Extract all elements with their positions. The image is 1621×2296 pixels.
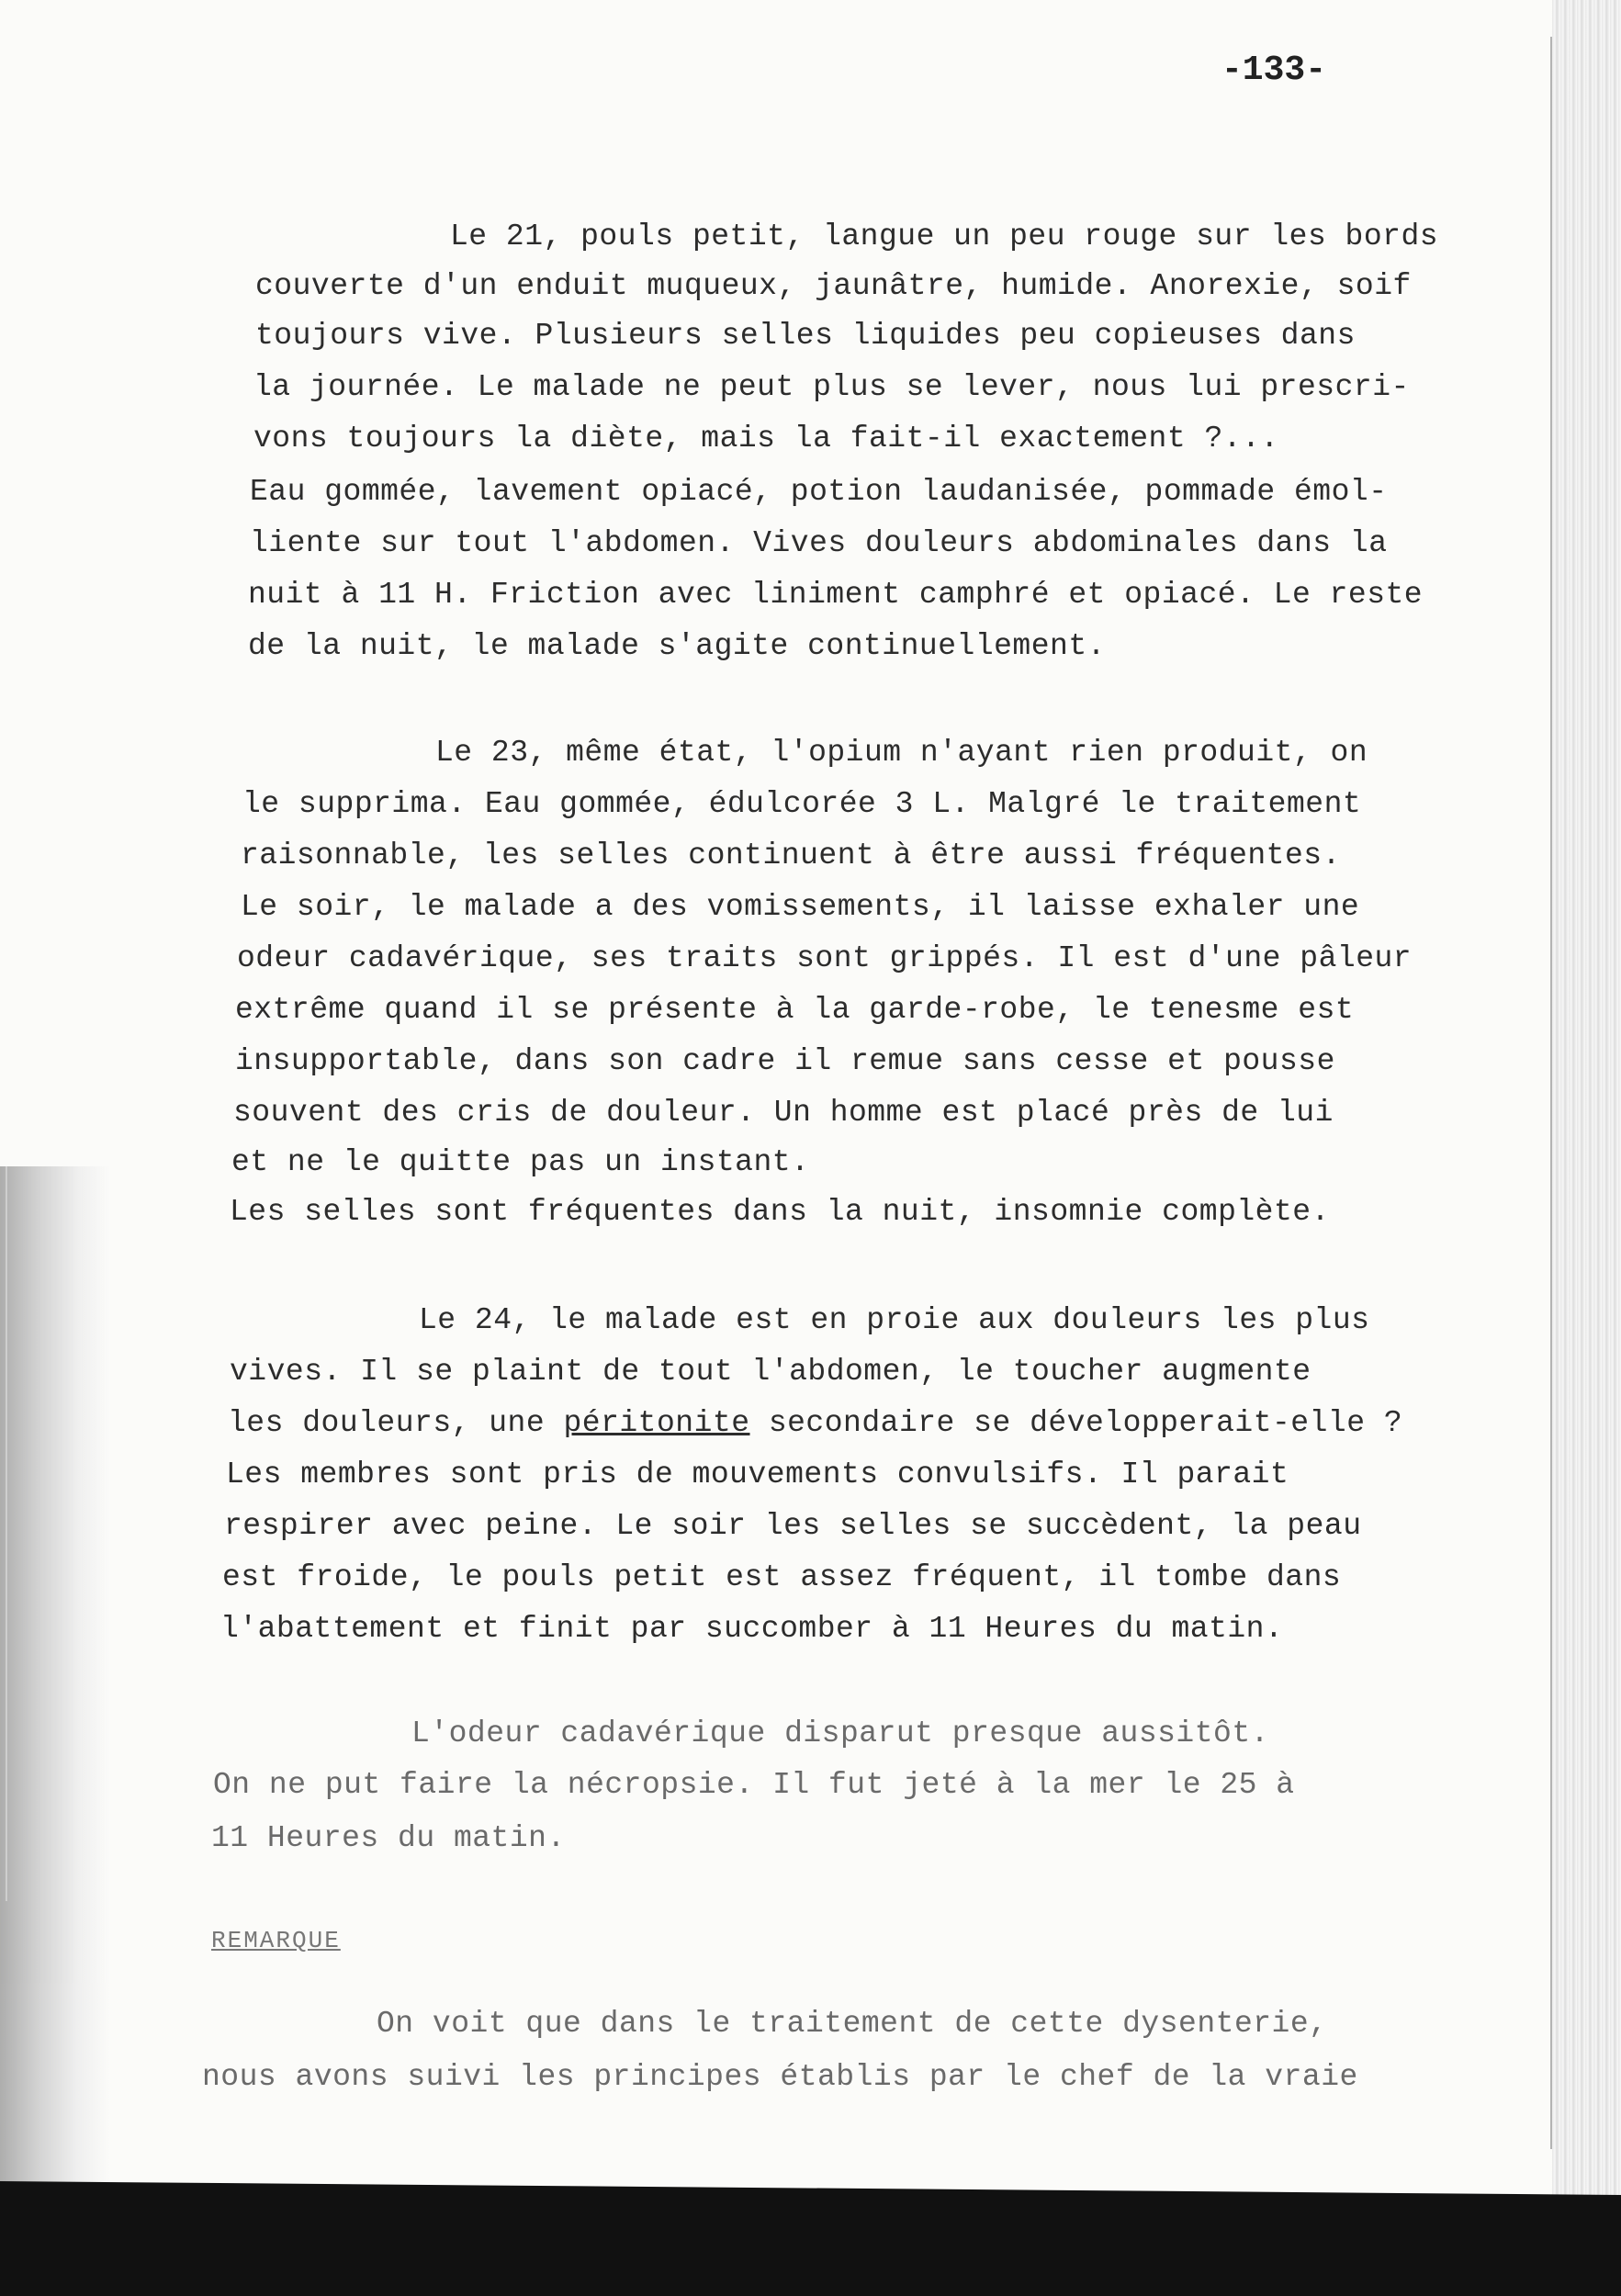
text-line: l'abattement et finit par succomber à 11 Heures du matin.: [220, 1612, 1284, 1646]
scan-rule-right: [1550, 37, 1552, 2149]
text-fragment: les douleurs, une: [228, 1406, 564, 1440]
text-line: On ne put faire la nécropsie. Il fut jeté à la mer le 25 à: [213, 1768, 1295, 1802]
text-line: et ne le quitte pas un instant.: [231, 1145, 810, 1179]
text-line: L'odeur cadavérique disparut presque aussitôt.: [411, 1716, 1269, 1750]
text-line: liente sur tout l'abdomen. Vives douleurs abdominales dans la: [250, 526, 1388, 560]
text-line: insupportable, dans son cadre il remue sans cesse et pousse: [235, 1044, 1335, 1078]
text-line: Le soir, le malade a des vomissements, il laisse exhaler une: [241, 890, 1360, 924]
text-line: Le 24, le malade est en proie aux douleurs les plus: [419, 1303, 1370, 1337]
scan-bottom-shadow: [0, 2181, 1621, 2296]
text-line: odeur cadavérique, ses traits sont grippés. Il est d'une pâleur: [237, 941, 1413, 975]
text-line: raisonnable, les selles continuent à être aussi fréquentes.: [241, 838, 1341, 872]
text-line: de la nuit, le malade s'agite continuellement.: [248, 629, 1106, 663]
text-line: respirer avec peine. Le soir les selles se succèdent, la peau: [224, 1509, 1362, 1543]
text-line: Eau gommée, lavement opiacé, potion laudanisée, pommade émol-: [250, 475, 1388, 509]
text-line: vives. Il se plaint de tout l'abdomen, le toucher augmente: [230, 1355, 1311, 1389]
text-line: Le 21, pouls petit, langue un peu rouge sur les bords: [450, 219, 1439, 253]
remark-heading: REMARQUE: [211, 1927, 341, 1954]
text-line: nuit à 11 H. Friction avec liniment camphré et opiacé. Le reste: [248, 578, 1424, 612]
text-fragment: secondaire se développerait-elle ?: [749, 1406, 1403, 1440]
text-line: la journée. Le malade ne peut plus se lever, nous lui prescri-: [253, 370, 1410, 404]
text-line: couverte d'un enduit muqueux, jaunâtre, humide. Anorexie, soif: [255, 269, 1412, 303]
scan-shadow-left: [0, 1166, 110, 2186]
underlined-term-peritonite: péritonite: [563, 1406, 750, 1440]
text-line: Les selles sont fréquentes dans la nuit, insomnie complète.: [230, 1195, 1330, 1229]
text-line: est froide, le pouls petit est assez fréquent, il tombe dans: [222, 1560, 1342, 1594]
text-line: nous avons suivi les principes établis par le chef de la vraie: [202, 2060, 1358, 2094]
text-line: toujours vive. Plusieurs selles liquides peu copieuses dans: [255, 319, 1356, 353]
text-line: souvent des cris de douleur. Un homme est placé près de lui: [233, 1096, 1334, 1130]
text-line: Le 23, même état, l'opium n'ayant rien produit, on: [435, 736, 1368, 770]
text-line: 11 Heures du matin.: [211, 1821, 566, 1855]
text-line: le supprima. Eau gommée, édulcorée 3 L. Malgré le traitement: [242, 787, 1362, 821]
text-line: vons toujours la diète, mais la fait-il exactement ?...: [253, 422, 1279, 456]
text-line: Les membres sont pris de mouvements convulsifs. Il parait: [226, 1458, 1289, 1491]
text-line: On voit que dans le traitement de cette dysenterie,: [377, 2007, 1328, 2041]
text-line: extrême quand il se présente à la garde-robe, le tenesme est: [235, 993, 1355, 1027]
scan-edge-right: [1552, 0, 1621, 2296]
page-number: -133-: [1221, 51, 1327, 90]
text-line: [228, 1405, 1402, 1442]
